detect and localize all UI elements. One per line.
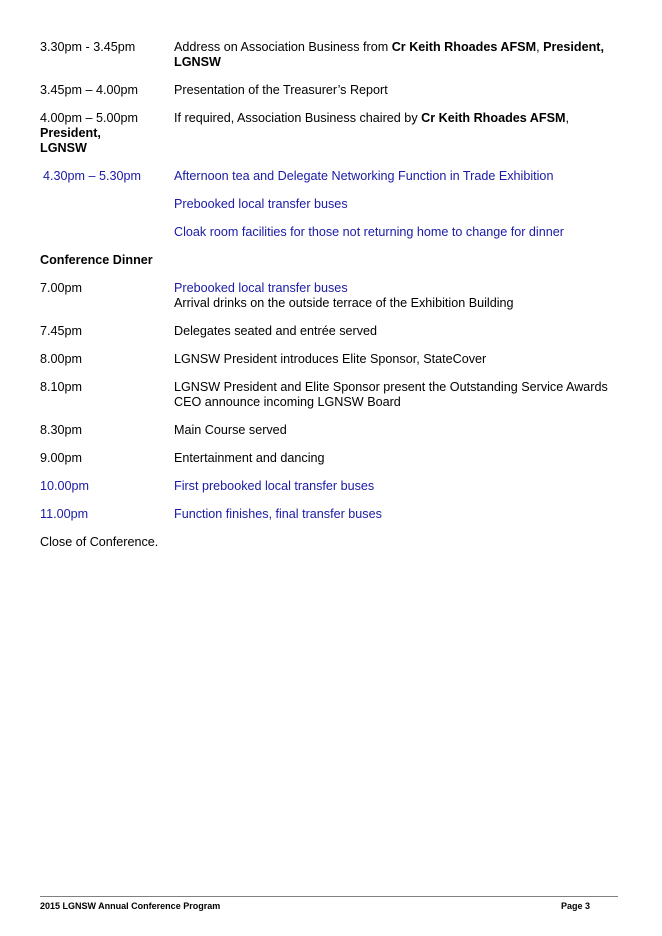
dinner-row bbox=[40, 281, 630, 311]
dinner-row bbox=[40, 507, 630, 522]
desc-line: LGNSW President and Elite Sponsor present the Outstanding Service Awards bbox=[174, 380, 608, 394]
schedule-description: Main Course served bbox=[174, 423, 287, 437]
schedule-description: First prebooked local transfer buses bbox=[174, 479, 375, 493]
schedule-description: LGNSW President introduces Elite Sponsor, StateCover bbox=[174, 352, 487, 366]
schedule-description bbox=[174, 281, 630, 311]
schedule-description: Afternoon tea and Delegate Networking Function in Trade Exhibition bbox=[174, 169, 554, 183]
schedule-description: Delegates seated and entrée served bbox=[174, 324, 378, 338]
schedule-time: 4.00pm – 5.00pm bbox=[40, 111, 139, 125]
page-number: Page 3 bbox=[560, 901, 590, 911]
dinner-row bbox=[40, 423, 630, 438]
schedule-description: Function finishes, final transfer buses bbox=[174, 507, 382, 521]
desc-line: Prebooked local transfer buses bbox=[174, 281, 348, 295]
footer-divider bbox=[40, 896, 618, 897]
desc-line: CEO announce incoming LGNSW Board bbox=[174, 395, 401, 409]
schedule-time: 7.00pm bbox=[40, 281, 83, 295]
program-page bbox=[40, 40, 630, 550]
cloak-room-note: Cloak room facilities for those not returning home to change for dinner bbox=[174, 225, 564, 239]
schedule-description bbox=[174, 380, 630, 410]
schedule-time: 11.00pm bbox=[40, 507, 89, 521]
schedule-time: 9.00pm bbox=[40, 451, 83, 465]
closing-text: Close of Conference. bbox=[40, 535, 159, 549]
dinner-row bbox=[40, 352, 630, 367]
desc-text: Address on Association Business from bbox=[174, 40, 392, 54]
desc-separator: , bbox=[565, 111, 569, 125]
schedule-row bbox=[40, 111, 630, 156]
desc-line: Arrival drinks on the outside terrace of the Exhibition Building bbox=[174, 296, 514, 310]
footer-title: 2015 LGNSW Annual Conference Program bbox=[40, 901, 221, 911]
schedule-time: 7.45pm bbox=[40, 324, 83, 338]
dinner-row bbox=[40, 380, 630, 410]
speaker-name: Cr Keith Rhoades AFSM bbox=[391, 40, 537, 54]
schedule-description bbox=[174, 40, 630, 70]
schedule-description: Presentation of the Treasurer’s Report bbox=[174, 83, 388, 97]
speaker-title: President, bbox=[40, 126, 101, 140]
desc-text: If required, Association Business chaired by bbox=[174, 111, 422, 125]
schedule-time: 3.45pm – 4.00pm bbox=[40, 83, 139, 97]
schedule-time: 8.10pm bbox=[40, 380, 83, 394]
schedule-time: 3.30pm - 3.45pm bbox=[40, 40, 136, 54]
speaker-title: President, LGNSW bbox=[174, 40, 604, 69]
schedule-description: Entertainment and dancing bbox=[174, 451, 325, 465]
dinner-row bbox=[40, 479, 630, 494]
schedule-note bbox=[40, 225, 630, 240]
section-heading: Conference Dinner bbox=[40, 253, 153, 267]
schedule-row bbox=[40, 40, 630, 70]
schedule-time: 4.30pm – 5.30pm bbox=[43, 169, 142, 183]
dinner-row bbox=[40, 451, 630, 466]
transfer-buses-note: Prebooked local transfer buses bbox=[174, 197, 348, 211]
schedule-time: 8.00pm bbox=[40, 352, 83, 366]
schedule-time: 8.30pm bbox=[40, 423, 83, 437]
desc-separator: , bbox=[536, 40, 544, 54]
speaker-name: Cr Keith Rhoades AFSM bbox=[421, 111, 566, 125]
dinner-row bbox=[40, 324, 630, 339]
schedule-row bbox=[40, 83, 630, 98]
schedule-row bbox=[40, 169, 630, 184]
schedule-note bbox=[40, 197, 630, 212]
speaker-title-wrap: LGNSW bbox=[40, 141, 87, 155]
schedule-time: 10.00pm bbox=[40, 479, 90, 493]
